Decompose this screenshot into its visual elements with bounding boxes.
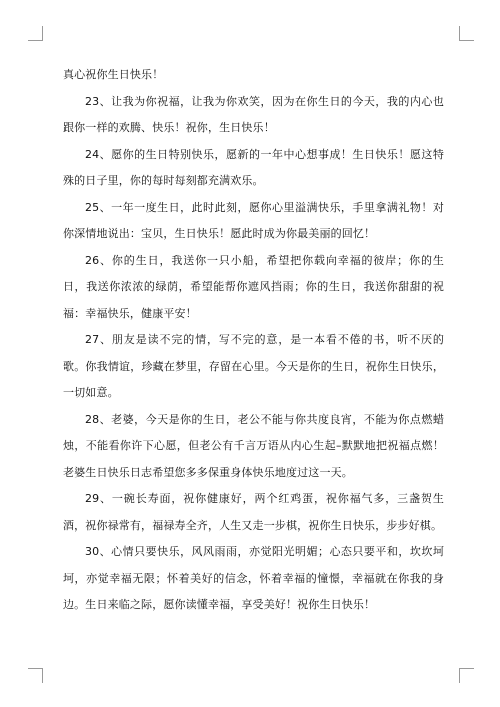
paragraph-28: 28、老婆，今天是你的生日，老公不能与你共度良宵，不能为你点燃蜡烛，不能看你许下心愿，但老公有千言万语从内心生起–默默地把祝福点燃！老婆生日快乐日志希望您多多保重身体快乐地度过这一天。: [63, 412, 444, 479]
crop-mark-top-right: [459, 26, 474, 41]
paragraph-27: 27、朋友是读不完的情，写不完的意，是一本看不倦的书，听不厌的歌。你我情谊，珍藏在梦里，存留在心里。今天是你的生日，祝你生日快乐，一切如意。: [63, 333, 444, 399]
document-body: [63, 62, 444, 619]
paragraph-24: 24、愿你的生日特别快乐，愿新的一年中心想事成！生日快乐！愿这特殊的日子里，你的每时每刻都充满欢乐。: [63, 147, 444, 187]
paragraph-29: 29、一碗长寿面，祝你健康好，两个红鸡蛋，祝你福气多，三盏贺生酒，祝你禄常有，福禄寿全齐，人生又走一步棋，祝你生日快乐，步步好棋。: [63, 492, 444, 532]
crop-mark-bottom-right: [459, 668, 474, 683]
paragraph-continuation: 真心祝你生日快乐！: [63, 68, 164, 81]
crop-mark-top-left: [28, 26, 43, 41]
paragraph-26: 26、你的生日，我送你一只小船，希望把你载向幸福的彼岸；你的生日，我送你浓浓的绿荫，希望能帮你遮风挡雨；你的生日，我送你甜甜的祝福：幸福快乐，健康平安！: [63, 253, 444, 320]
paragraph-30: 30、心情只要快乐，风风雨雨，亦觉阳光明媚；心态只要平和，坎坎坷坷，亦觉幸福无限；怀着美好的信念，怀着幸福的憧憬，幸福就在你我的身边。生日来临之际，愿你读懂幸福，享受美好！祝你生日快乐！: [63, 545, 444, 611]
paragraph-23: 23、让我为你祝福，让我为你欢笑，因为在你生日的今天，我的内心也跟你一样的欢腾、快乐！祝你，生日快乐！: [63, 94, 444, 134]
paragraph-25: 25、一年一度生日，此时此刻，愿你心里溢满快乐，手里拿满礼物！对你深情地说出：宝贝，生日快乐！愿此时成为你最美丽的回忆！: [63, 200, 444, 240]
crop-mark-bottom-left: [28, 668, 43, 683]
